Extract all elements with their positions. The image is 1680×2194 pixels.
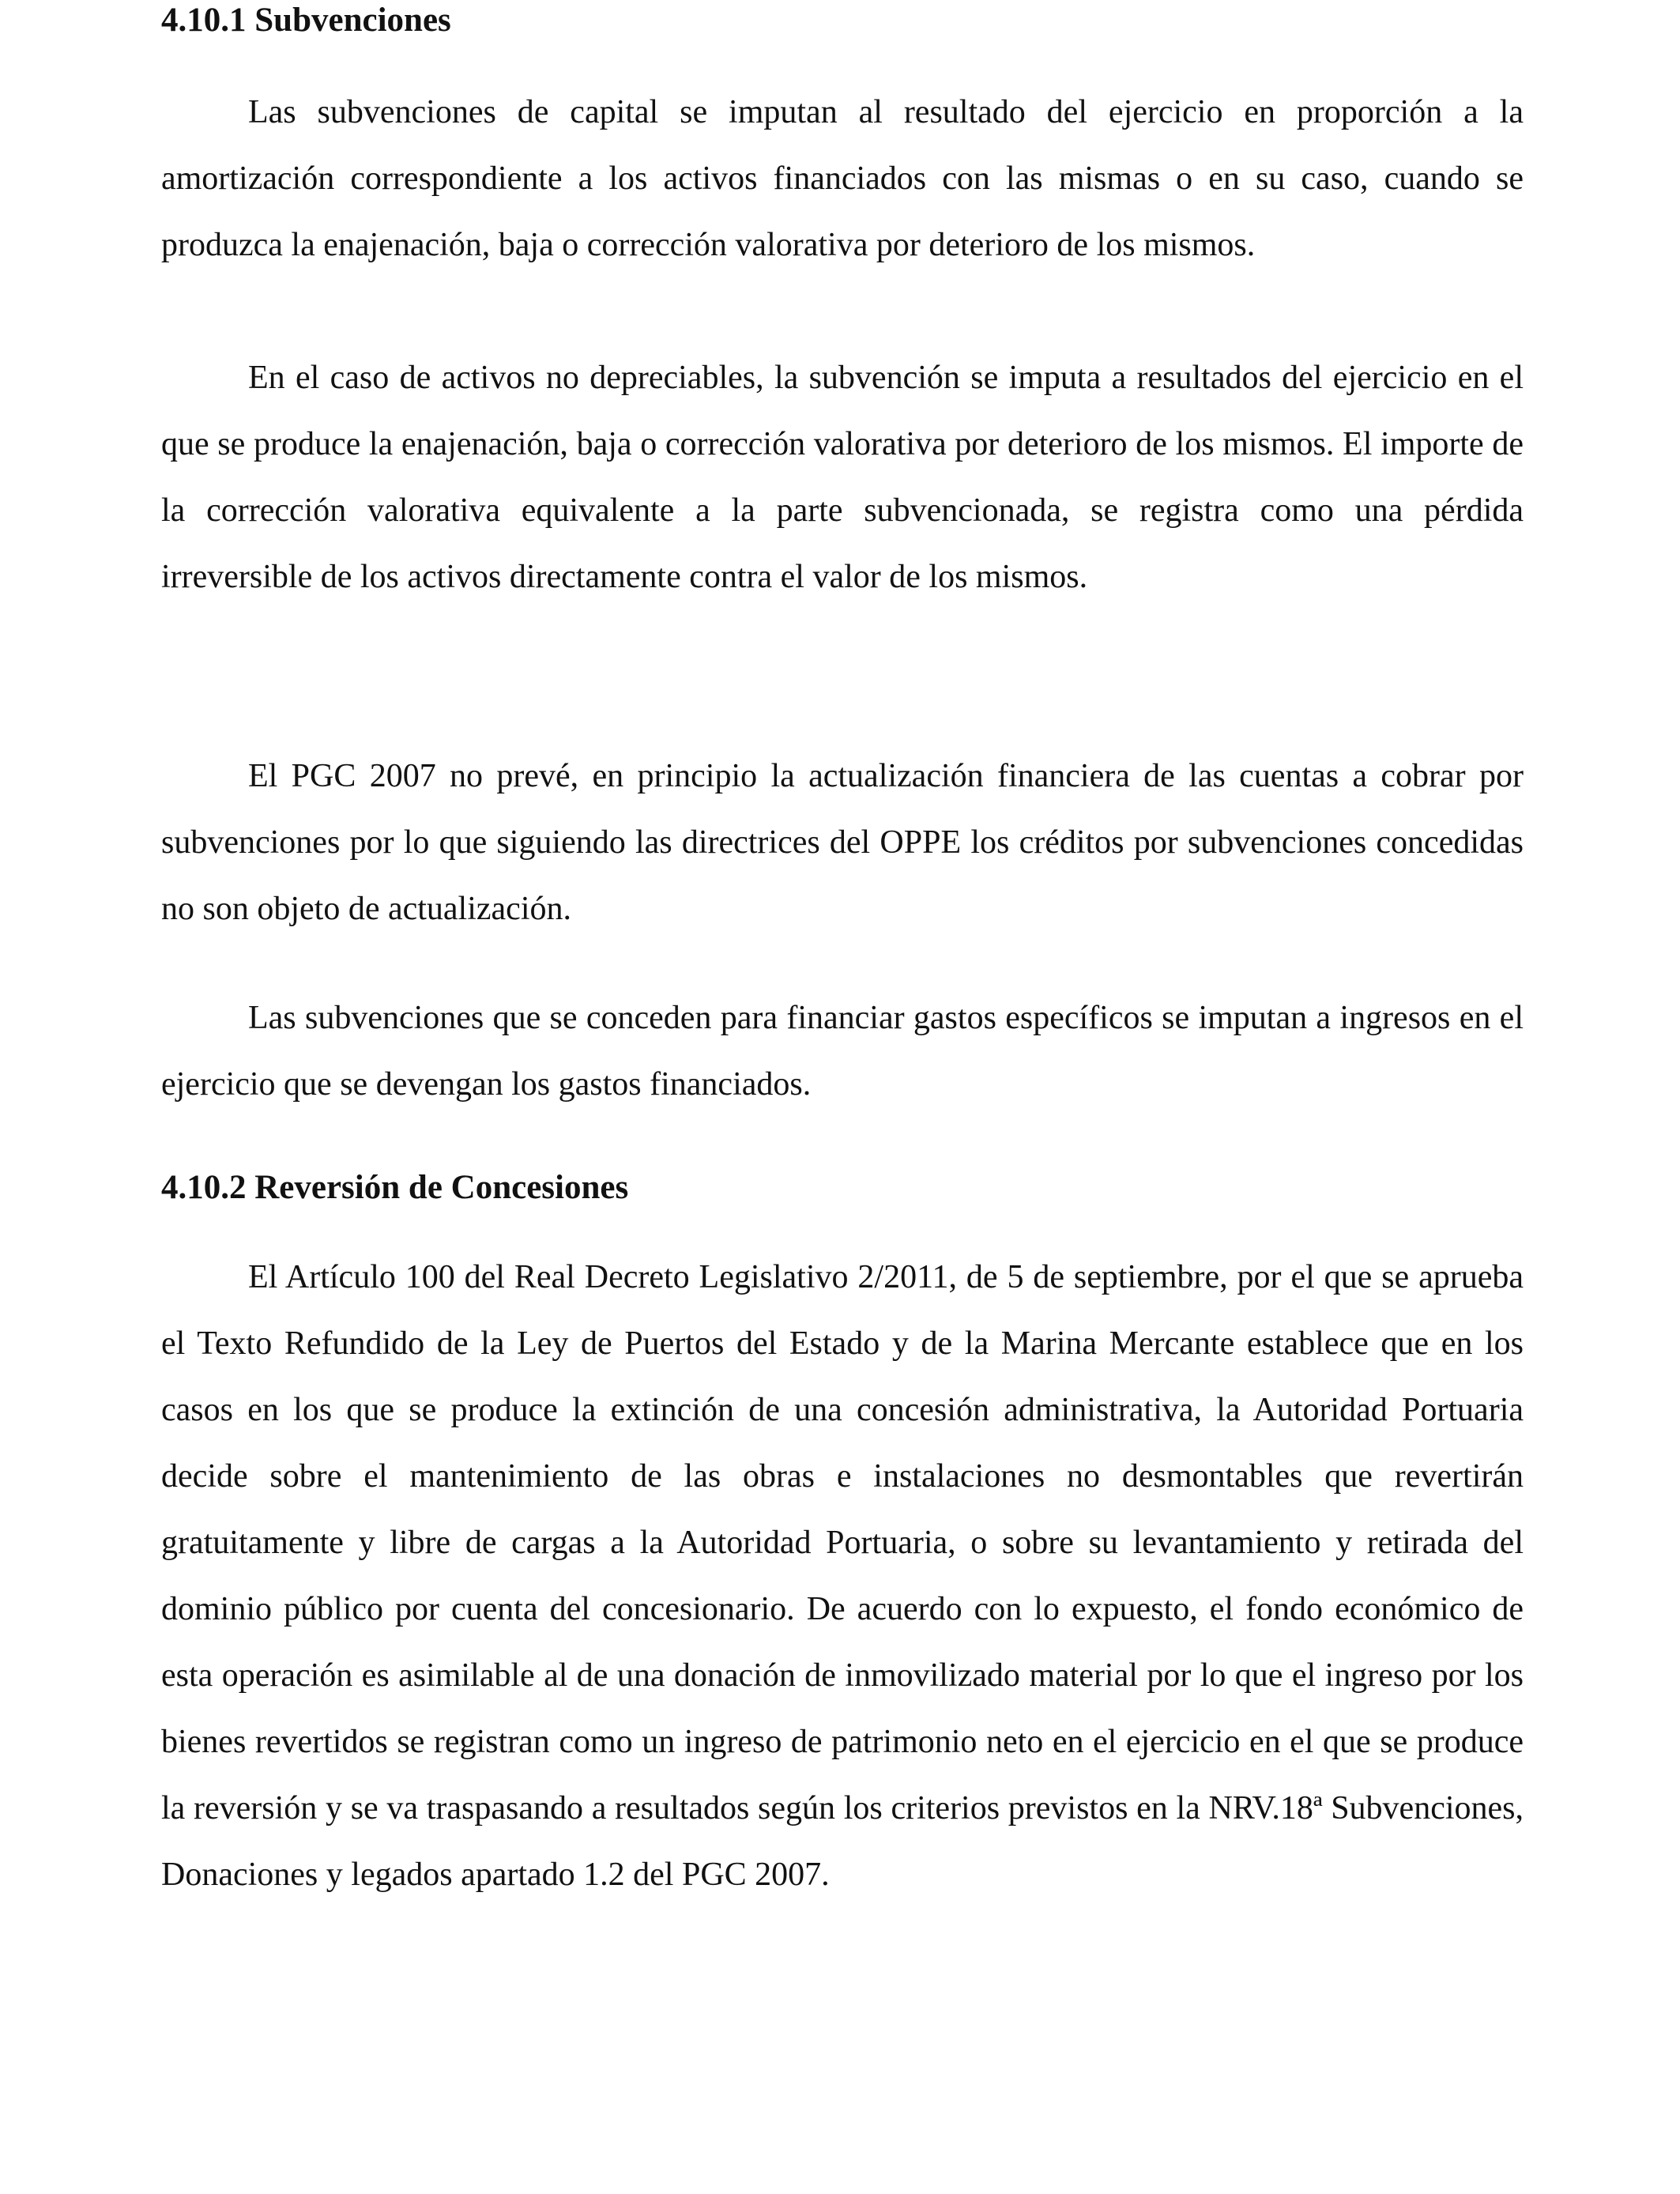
- paragraph-gastos-especificos: Las subvenciones que se conceden para financiar gastos específicos se imputan a ingresos en el ejercicio que se devengan los gastos financiados.: [161, 1000, 1524, 1103]
- paragraph-articulo-100: El Artículo 100 del Real Decreto Legislativo 2/2011, de 5 de septiembre, por el que se aprueba el Texto Refundido de la Ley de Puertos del Estado y de la Marina Mercante establece que en los casos en los que se produce la extinción de una concesión administrativa, la Autoridad Portuaria decide sobre el mantenimiento de las obras e instalaciones no desmontables que revertirán gratuitamente y libre de cargas a la Autoridad Portuaria, o sobre su levantamiento y retirada del dominio público por cuenta del concesionario. De acuerdo con lo expuesto, el fondo económico de esta operación es asimilable al de una donación de inmovilizado material por lo que el ingreso por los bienes revertidos se registran como un ingreso de patrimonio neto en el ejercicio en el que se produce la reversión y se va traspasando a resultados según los criterios previstos en la NRV.18ª Subvenciones, Donaciones y legados apartado 1.2 del PGC 2007.: [161, 1259, 1524, 1893]
- paragraph-pgc-actualizacion: El PGC 2007 no prevé, en principio la actualización financiera de las cuentas a cobrar por subvenciones por lo que siguiendo las directrices del OPPE los créditos por subvenciones concedidas no son objeto de actualización.: [161, 758, 1524, 927]
- paragraph-activos-no-depreciables: En el caso de activos no depreciables, la subvención se imputa a resultados del ejercicio en el que se produce la enajenación, baja o corrección valorativa por deterioro de los mismos. El importe de la corrección valorativa equivalente a la parte subvencionada, se registra como una pérdida irreversible de los activos directamente contra el valor de los mismos.: [161, 360, 1524, 595]
- section-heading-subvenciones: 4.10.1 Subvenciones: [161, 2, 451, 39]
- paragraph-subvenciones-capital: Las subvenciones de capital se imputan al resultado del ejercicio en proporción a la amortización correspondiente a los activos financiados con las mismas o en su caso, cuando se produzca la enajenación, baja o corrección valorativa por deterioro de los mismos.: [161, 94, 1524, 263]
- section-heading-reversion: 4.10.2 Reversión de Concesiones: [161, 1169, 629, 1206]
